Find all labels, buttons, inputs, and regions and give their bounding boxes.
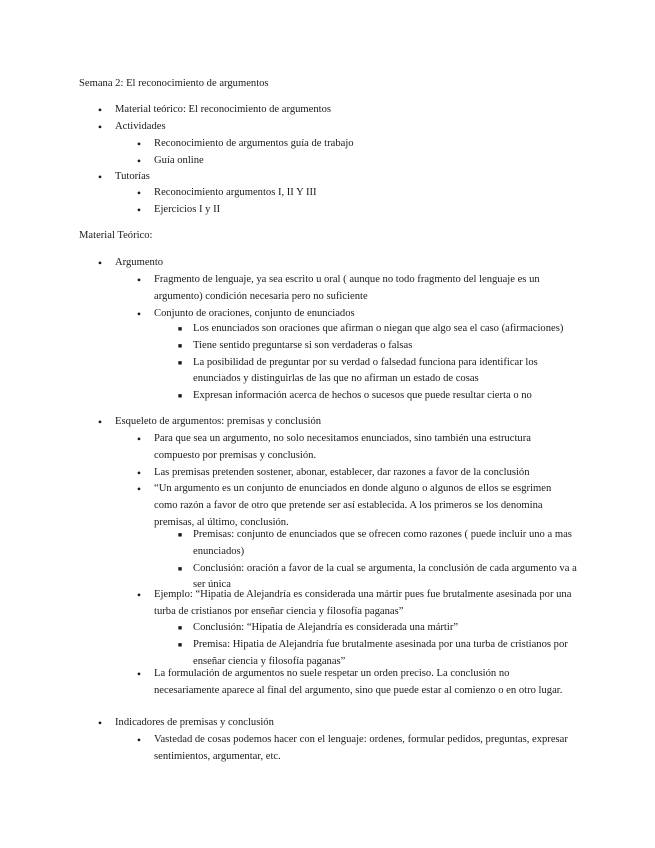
square-bullet-icon: ■	[177, 341, 183, 350]
list-item: ■ Premisas: conjunto de enunciados que se ofrecen como razones ( puede incluir uno a mas enunciados)	[193, 527, 583, 561]
tutorias-sublist	[136, 185, 574, 219]
list-item: • Esqueleto de argumentos: premisas y conclusión	[115, 414, 615, 431]
list-item: • Reconocimiento argumentos I, II Y III	[154, 185, 574, 202]
list-item: • “Un argumento es un conjunto de enunciados en donde alguno o algunos de ellos se esgrimen como razón a favor de otro que pretende ser así establecida. A los primeros se los denomina premisas, al último, conclusión.	[154, 481, 574, 531]
bullet-icon: •	[97, 415, 103, 429]
square-bullet-icon: ■	[177, 640, 183, 649]
list-item: • Ejemplo: “Hipatia de Alejandría es considerada una mártir pues fue brutalmente asesinada por una turba de cristianos por enseñar ciencia y filosofía paganas”	[154, 587, 574, 621]
bullet-icon: •	[97, 119, 103, 134]
list-item: • Vastedad de cosas podemos hacer con el lenguaje: ordenes, formular pedidos, preguntas, expresar sentimientos, argumentar, etc.	[154, 732, 574, 766]
square-bullet-icon: ■	[177, 624, 183, 632]
list-item: • Fragmento de lenguaje, ya sea escrito u oral ( aunque no todo fragmento del lenguaje es un argumento) condición necesaria pero no suficiente	[154, 272, 574, 306]
list-item: • Las premisas pretenden sostener, abonar, establecer, dar razones a favor de la conclusión	[154, 465, 574, 482]
esqueleto-list	[97, 414, 615, 431]
list-item: ■ Conclusión: “Hipatia de Alejandría es considerada una mártir”	[193, 620, 583, 637]
list-item: • Ejercicios I y II	[154, 202, 574, 219]
bullet-icon: •	[97, 103, 103, 117]
esqueleto-definitions	[177, 527, 583, 594]
list-item: • Argumento	[115, 255, 615, 272]
bullet-icon: •	[136, 186, 142, 200]
example-list	[136, 587, 574, 621]
example-parts	[177, 620, 583, 670]
square-bullet-icon: ■	[177, 325, 183, 333]
bullet-icon: •	[136, 306, 142, 321]
list-item: ■ La posibilidad de preguntar por su verdad o falsedad funciona para identificar los enunciados y distinguirlas de las que no afirman un estado de cosas	[193, 355, 583, 389]
bullet-icon: •	[136, 667, 142, 681]
bullet-icon: •	[136, 153, 142, 168]
list-item: • Tutorías	[115, 169, 615, 186]
bullet-icon: •	[136, 733, 142, 747]
esqueleto-points	[136, 431, 574, 532]
bullet-icon: •	[136, 137, 142, 151]
list-item: • Indicadores de premisas y conclusión	[115, 715, 615, 732]
bullet-icon: •	[97, 716, 103, 730]
overview-list	[97, 102, 615, 136]
list-item: • Reconocimiento de argumentos guía de trabajo	[154, 136, 574, 153]
argumento-subpoints	[177, 321, 583, 405]
list-item: ■ Los enunciados son oraciones que afirman o niegan que algo sea el caso (afirmaciones)	[193, 321, 583, 338]
square-bullet-icon: ■	[177, 358, 183, 367]
list-item: • Para que sea un argumento, no solo necesitamos enunciados, sino también una estructura compuesto por premisas y conclusión.	[154, 431, 574, 465]
final-point-list	[136, 666, 574, 700]
bullet-icon: •	[136, 432, 142, 446]
list-item: • Material teórico: El reconocimiento de argumentos	[115, 102, 615, 119]
activities-sublist	[136, 136, 574, 170]
overview-list-2	[97, 169, 615, 186]
square-bullet-icon: ■	[177, 564, 183, 573]
list-item: • Conjunto de oraciones, conjunto de enunciados	[154, 306, 574, 323]
list-item: • La formulación de argumentos no suele respetar un orden preciso. La conclusión no necesariamente aparece al final del argumento, sino que puede estar al comienzo o en otro lugar.	[154, 666, 574, 700]
bullet-icon: •	[136, 588, 142, 602]
list-item: ■ Expresan información acerca de hechos o sucesos que puede resultar cierta o no	[193, 388, 583, 405]
list-item: ■ Tiene sentido preguntarse si son verdaderas o falsas	[193, 338, 583, 355]
argumento-points	[136, 272, 574, 322]
indicadores-points	[136, 732, 574, 766]
doc-title: Semana 2: El reconocimiento de argumentos	[79, 78, 269, 89]
bullet-icon: •	[136, 273, 142, 287]
list-item: • Actividades	[115, 119, 615, 136]
list-item: ■ Conclusión: oración a favor de la cual se argumenta, la conclusión de cada argumento va a ser única	[193, 561, 583, 595]
bullet-icon: •	[97, 256, 103, 270]
indicadores-list	[97, 715, 615, 732]
square-bullet-icon: ■	[177, 531, 183, 539]
argumento-list	[97, 255, 615, 272]
list-item: ■ Premisa: Hipatia de Alejandría fue brutalmente asesinada por una turba de cristianos por enseñar ciencia y filosofía paganas”	[193, 637, 583, 671]
bullet-icon: •	[136, 202, 142, 217]
square-bullet-icon: ■	[177, 392, 183, 401]
bullet-icon: •	[97, 170, 103, 184]
list-item: • Guía online	[154, 153, 574, 170]
bullet-icon: •	[136, 482, 142, 497]
section-heading: Material Teórico:	[79, 230, 153, 241]
bullet-icon: •	[136, 465, 142, 480]
